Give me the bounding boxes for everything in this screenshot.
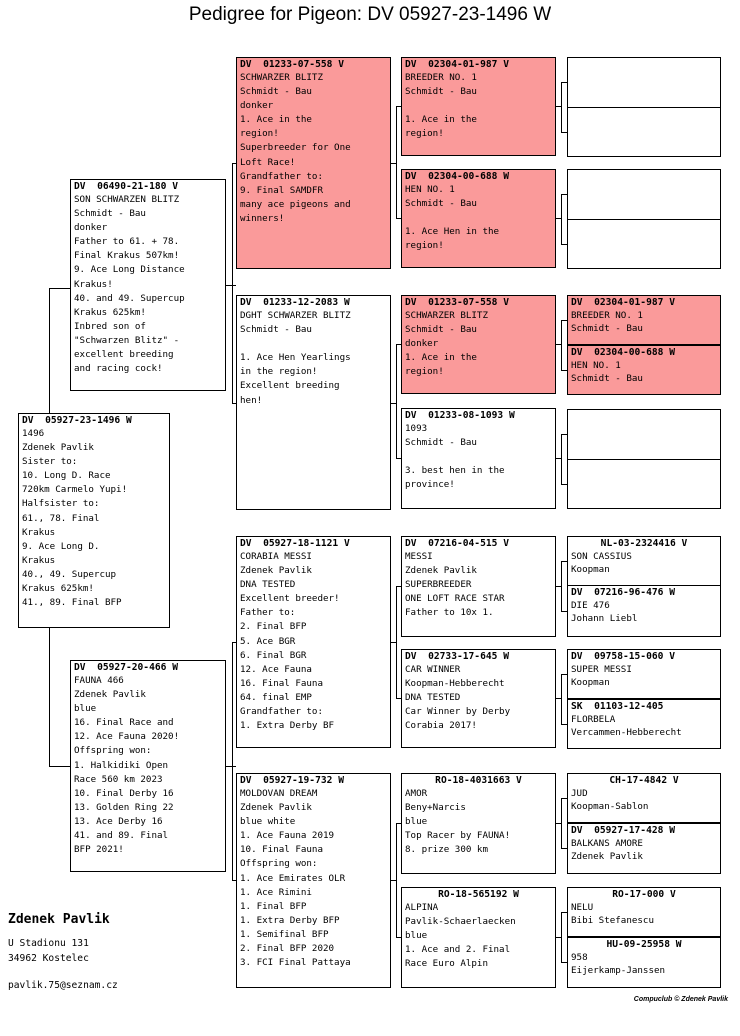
detail-line: Schmidt - Bau (405, 324, 477, 336)
page-title: Pedigree for Pigeon: DV 05927-23-1496 W (188, 4, 552, 25)
gen4-card-16[interactable] (567, 937, 721, 988)
sire-details (74, 193, 222, 376)
detail-line: Krakus! (74, 278, 113, 290)
gen4-details-15 (571, 901, 717, 928)
detail-line: Krakus (22, 554, 56, 566)
detail-line: 9. Final SAMDFR (240, 184, 323, 196)
detail-line: 1. Extra Derby BF (240, 720, 335, 732)
gen4-details-12 (571, 713, 717, 740)
gen4-ring-6: DV 02304-00-688 W (571, 347, 675, 358)
detail-line: DIE 476 (571, 600, 610, 611)
detail-line: 12. Ace Fauna 2020! (74, 731, 180, 743)
detail-line: Grandfather to: (240, 706, 323, 718)
detail-line: region! (405, 366, 444, 378)
detail-line: DNA TESTED (240, 579, 296, 591)
detail-line: Beny+Narcis (405, 802, 466, 814)
connector-line (49, 288, 70, 289)
detail-line: SON SCHWARZEN BLITZ (74, 194, 180, 205)
owner-address-2: 34962 Kostelec (8, 953, 89, 964)
detail-line: JUD (571, 788, 588, 799)
detail-line: 13. Ace Derby 16 (74, 815, 163, 827)
connector-line (561, 912, 562, 963)
detail-line: 10. Final Derby 16 (74, 787, 174, 799)
gen4-card-15[interactable] (567, 887, 721, 937)
detail-line: Sister to: (22, 456, 78, 468)
detail-line: Krakus (22, 526, 56, 538)
gen3-card-7[interactable] (401, 773, 556, 874)
detail-line: blue (74, 703, 97, 715)
gen3-details-4 (405, 422, 552, 492)
gen4-details-6 (571, 359, 717, 386)
detail-line (405, 211, 552, 225)
gen3-card-3[interactable] (401, 295, 556, 394)
detail-line: Krakus 625km! (22, 583, 94, 595)
detail-line: blue white (240, 816, 296, 828)
connector-line (226, 285, 236, 286)
detail-line: DGHT SCHWARZER BLITZ (240, 310, 351, 321)
gen4-card-6[interactable] (567, 345, 721, 395)
detail-line: Excellent breeding (240, 380, 340, 392)
detail-line: 12. Ace Fauna (240, 663, 312, 675)
detail-line: BREEDER NO. 1 (571, 310, 643, 321)
detail-line: donker (405, 338, 439, 350)
detail-line: 10. Long D. Race (22, 470, 111, 482)
detail-line: Schmidt - Bau (405, 437, 477, 449)
gen4-ring-15: RO-17-000 V (612, 889, 676, 900)
detail-line: SON CASSIUS (571, 551, 632, 562)
gen4-pair-1 (567, 57, 721, 157)
gen4-card-13[interactable] (567, 773, 721, 823)
detail-line: 9. Ace Long Distance (74, 264, 185, 276)
detail-line: Excellent breeder! (240, 593, 340, 605)
owner-address-1: U Stadionu 131 (8, 938, 89, 949)
detail-line: 720km Carmelo Yupi! (22, 484, 128, 496)
detail-line: 1. Ace in the (405, 352, 477, 364)
detail-line: excellent breeding (74, 349, 174, 361)
detail-line: 8. prize 300 km (405, 844, 488, 856)
gen4-divider (568, 459, 721, 460)
connector-line (396, 344, 397, 459)
detail-line: Halfsister to: (22, 498, 100, 510)
detail-line: and racing cock! (74, 363, 163, 375)
connector-line (561, 434, 562, 485)
detail-line: Loft Race! (240, 156, 296, 168)
detail-line: Bibi Stefanescu (571, 915, 654, 927)
credit-footer: Compuclub © Zdenek Pavlik (633, 996, 728, 1003)
gen3-card-6[interactable] (401, 649, 556, 748)
gen3-ring-2: DV 02304-00-688 W (405, 171, 509, 182)
subject-card[interactable] (18, 413, 170, 628)
detail-line: "Schwarzen Blitz" - (74, 334, 180, 346)
gen4-details-11 (571, 663, 717, 690)
detail-line: SCHWARZER BLITZ (405, 310, 488, 321)
gen3-card-1[interactable] (401, 57, 556, 156)
connector-line (396, 586, 397, 699)
detail-line: donker (74, 222, 108, 234)
sire-sire-details (240, 71, 387, 226)
detail-line (405, 99, 552, 113)
detail-line: 16. Final Race and (74, 717, 174, 729)
gen4-details-9 (571, 550, 717, 577)
detail-line: Eijerkamp-Janssen (571, 965, 666, 977)
detail-line: 1. Ace Rimini (240, 886, 312, 898)
gen3-ring-8: RO-18-565192 W (438, 889, 519, 900)
gen3-card-5[interactable] (401, 536, 556, 637)
detail-line: Offspring won: (74, 745, 152, 757)
dam-dam-card[interactable] (236, 773, 391, 988)
sire-dam-card[interactable] (236, 295, 391, 510)
detail-line: 2. Final BFP (240, 621, 307, 633)
detail-line: SUPERBREEDER (405, 579, 472, 591)
detail-line: 958 (571, 952, 588, 963)
detail-line: 2. Final BFP 2020 (240, 943, 335, 955)
detail-line: blue (405, 930, 428, 942)
detail-line: region! (405, 240, 444, 252)
detail-line: SUPER MESSI (571, 664, 632, 675)
gen3-card-2[interactable] (401, 169, 556, 268)
detail-line: Krakus 625km! (74, 306, 146, 318)
detail-line: 1496 (22, 428, 45, 439)
detail-line: Inbred son of (74, 320, 146, 332)
gen4-pair-4 (567, 409, 721, 509)
detail-line: Koopman (571, 677, 610, 689)
gen3-details-8 (405, 901, 552, 971)
gen3-details-2 (405, 183, 552, 253)
dam-card[interactable] (70, 660, 226, 872)
connector-line (561, 798, 562, 849)
gen3-card-8[interactable] (401, 887, 556, 988)
detail-line: BALKANS AMORE (571, 838, 643, 849)
connector-line (561, 194, 562, 245)
detail-line: 13. Golden Ring 22 (74, 801, 174, 813)
gen4-details-13 (571, 787, 717, 814)
detail-line: hen! (240, 394, 263, 406)
connector-line (226, 766, 236, 767)
gen3-details-6 (405, 663, 552, 733)
gen4-ring-9: NL-03-2324416 V (600, 538, 688, 549)
gen4-ring-5: DV 02304-01-987 V (571, 297, 675, 308)
detail-line: Zdenek Pavlik (240, 565, 312, 577)
connector-line (561, 561, 562, 612)
connector-line (561, 320, 562, 371)
detail-line: 1. Ace Fauna 2019 (240, 830, 335, 842)
detail-line: Zdenek Pavlik (22, 442, 94, 454)
detail-line: Schmidt - Bau (74, 208, 146, 220)
gen3-ring-7: RO-18-4031663 V (435, 775, 522, 786)
detail-line: Koopman (571, 564, 610, 576)
gen4-ring-12: SK 01103-12-405 (571, 701, 664, 712)
detail-line: in the region! (240, 366, 318, 378)
detail-line: 1. Ace in the (405, 114, 477, 126)
sire-sire-card[interactable] (236, 57, 391, 269)
detail-line: 61., 78. Final (22, 512, 100, 524)
gen4-card-5[interactable] (567, 295, 721, 345)
detail-line: 6. Final BGR (240, 649, 307, 661)
detail-line: Zdenek Pavlik (74, 689, 146, 701)
detail-line: 1. Ace Hen Yearlings (240, 352, 351, 364)
detail-line: MESSI (405, 551, 433, 562)
detail-line: Zdenek Pavlik (240, 802, 312, 814)
detail-line: BFP 2021! (74, 844, 124, 856)
subject-ring: DV 05927-23-1496 W (22, 415, 132, 426)
detail-line: Pavlik-Schaerlaecken (405, 916, 516, 928)
dam-sire-ring: DV 05927-18-1121 V (240, 538, 350, 549)
detail-line: Race 560 km 2023 (74, 773, 163, 785)
gen4-card-12[interactable] (567, 699, 721, 749)
detail-line: 3. FCI Final Pattaya (240, 957, 351, 969)
detail-line: Race Euro Alpin (405, 958, 488, 970)
detail-line: 9. Ace Long D. (22, 540, 100, 552)
detail-line: Offspring won: (240, 858, 318, 870)
gen3-ring-4: DV 01233-08-1093 W (405, 410, 515, 421)
detail-line: winners! (240, 212, 285, 224)
detail-line: Grandfather to: (240, 170, 323, 182)
gen3-details-3 (405, 309, 552, 379)
detail-line: Final Krakus 507km! (74, 250, 180, 262)
sire-dam-details (240, 309, 387, 408)
gen3-details-1 (405, 71, 552, 141)
gen3-card-4[interactable] (401, 408, 556, 509)
gen3-details-5 (405, 550, 552, 620)
detail-line: MOLDOVAN DREAM (240, 788, 318, 799)
detail-line: 16. Final Fauna (240, 677, 323, 689)
detail-line: Schmidt - Bau (405, 86, 477, 98)
dam-ring: DV 05927-20-466 W (74, 662, 178, 673)
detail-line: 64. final EMP (240, 691, 312, 703)
detail-line: Car Winner by Derby (405, 706, 511, 718)
dam-dam-ring: DV 05927-19-732 W (240, 775, 344, 786)
detail-line: Schmidt - Bau (571, 323, 643, 335)
detail-line: 1. Semifinal BFP (240, 928, 329, 940)
detail-line: 41., 89. Final BFP (22, 597, 122, 609)
detail-line: Johann Liebl (571, 613, 638, 625)
gen4-details-14 (571, 837, 717, 864)
gen4-ring-13: CH-17-4842 V (609, 775, 679, 786)
gen4-details-10 (571, 599, 717, 626)
gen3-ring-3: DV 01233-07-558 V (405, 297, 509, 308)
detail-line: Superbreeder for One (240, 142, 351, 154)
connector-line (396, 823, 397, 938)
connector-line (561, 674, 562, 725)
gen4-ring-11: DV 09758-15-060 V (571, 651, 675, 662)
detail-line: region! (405, 128, 444, 140)
detail-line: Schmidt - Bau (240, 86, 312, 98)
detail-line: CAR WINNER (405, 664, 461, 675)
detail-line: Zdenek Pavlik (405, 565, 477, 577)
detail-line: ALPINA (405, 902, 439, 913)
sire-sire-ring: DV 01233-07-558 V (240, 59, 344, 70)
gen4-card-11[interactable] (567, 649, 721, 699)
gen4-card-9[interactable] (567, 536, 721, 586)
owner-name: Zdenek Pavlik (8, 912, 110, 927)
detail-line: 3. best hen in the (405, 465, 505, 477)
detail-line (405, 450, 552, 464)
detail-line: 1. Ace and 2. Final (405, 944, 511, 956)
detail-line: donker (240, 100, 274, 112)
gen4-divider (568, 219, 721, 220)
detail-line: Zdenek Pavlik (571, 851, 643, 863)
detail-line: Koopman-Hebberecht (405, 678, 505, 690)
detail-line: FAUNA 466 (74, 675, 124, 686)
gen3-ring-5: DV 07216-04-515 V (405, 538, 509, 549)
detail-line: 1. Ace in the (240, 114, 312, 126)
detail-line: Father to 61. + 78. (74, 236, 180, 248)
detail-line: 1. Extra Derby BFP (240, 914, 340, 926)
gen3-details-7 (405, 787, 552, 857)
detail-line: 10. Final Fauna (240, 844, 323, 856)
connector-line (49, 766, 70, 767)
sire-card[interactable] (70, 179, 226, 391)
detail-line: Schmidt - Bau (240, 324, 312, 336)
detail-line: CORABIA MESSI (240, 551, 312, 562)
detail-line: 1. Halkidiki Open (74, 759, 169, 771)
gen4-card-10[interactable] (567, 585, 721, 637)
detail-line: Schmidt - Bau (571, 373, 643, 385)
detail-line: Top Racer by FAUNA! (405, 830, 511, 842)
gen4-details-16 (571, 951, 717, 978)
detail-line: ONE LOFT RACE STAR (405, 593, 505, 605)
gen4-ring-14: DV 05927-17-428 W (571, 825, 675, 836)
detail-line: 5. Ace BGR (240, 635, 296, 647)
detail-line: FLORBELA (571, 714, 616, 725)
detail-line: 40. and 49. Supercup (74, 292, 185, 304)
detail-line: 1093 (405, 423, 428, 434)
connector-line (232, 163, 233, 403)
connector-line (396, 106, 397, 219)
detail-line: SCHWARZER BLITZ (240, 72, 323, 83)
gen3-ring-1: DV 02304-01-987 V (405, 59, 509, 70)
detail-line: Father to: (240, 607, 296, 619)
detail-line: Corabia 2017! (405, 720, 477, 732)
gen4-details-5 (571, 309, 717, 336)
sire-ring: DV 06490-21-180 V (74, 181, 178, 192)
detail-line: AMOR (405, 788, 428, 799)
detail-line: 40., 49. Supercup (22, 568, 117, 580)
detail-line: BREEDER NO. 1 (405, 72, 477, 83)
connector-line (49, 628, 50, 766)
detail-line: Koopman-Sablon (571, 801, 649, 813)
gen4-ring-10: DV 07216-96-476 W (571, 587, 675, 598)
dam-details (74, 674, 222, 857)
gen4-divider (568, 107, 721, 108)
gen4-card-14[interactable] (567, 823, 721, 874)
detail-line: blue (405, 816, 428, 828)
detail-line: 1. Ace Emirates OLR (240, 872, 346, 884)
detail-line: DNA TESTED (405, 692, 461, 704)
subject-details (22, 427, 166, 610)
detail-line: NELU (571, 902, 594, 913)
detail-line: Vercammen-Hebberecht (571, 727, 682, 739)
dam-dam-details (240, 787, 387, 970)
gen4-ring-16: HU-09-25958 W (606, 939, 682, 950)
sire-dam-ring: DV 01233-12-2083 W (240, 297, 350, 308)
connector-line (49, 288, 50, 413)
detail-line: region! (240, 128, 279, 140)
dam-sire-details (240, 550, 387, 733)
gen3-ring-6: DV 02733-17-645 W (405, 651, 509, 662)
detail-line: Schmidt - Bau (405, 198, 477, 210)
detail-line: HEN NO. 1 (571, 360, 621, 371)
owner-email[interactable]: pavlik.75@seznam.cz (8, 980, 118, 991)
detail-line: 1. Final BFP (240, 900, 307, 912)
detail-line: 1. Ace Hen in the (405, 226, 500, 238)
detail-line (240, 337, 387, 351)
gen4-pair-2 (567, 169, 721, 269)
detail-line: many ace pigeons and (240, 198, 351, 210)
connector-line (232, 642, 233, 880)
detail-line: province! (405, 479, 455, 491)
detail-line: Father to 10x 1. (405, 607, 494, 619)
connector-line (561, 82, 562, 133)
dam-sire-card[interactable] (236, 536, 391, 748)
detail-line: 41. and 89. Final (74, 830, 169, 842)
detail-line: HEN NO. 1 (405, 184, 455, 195)
